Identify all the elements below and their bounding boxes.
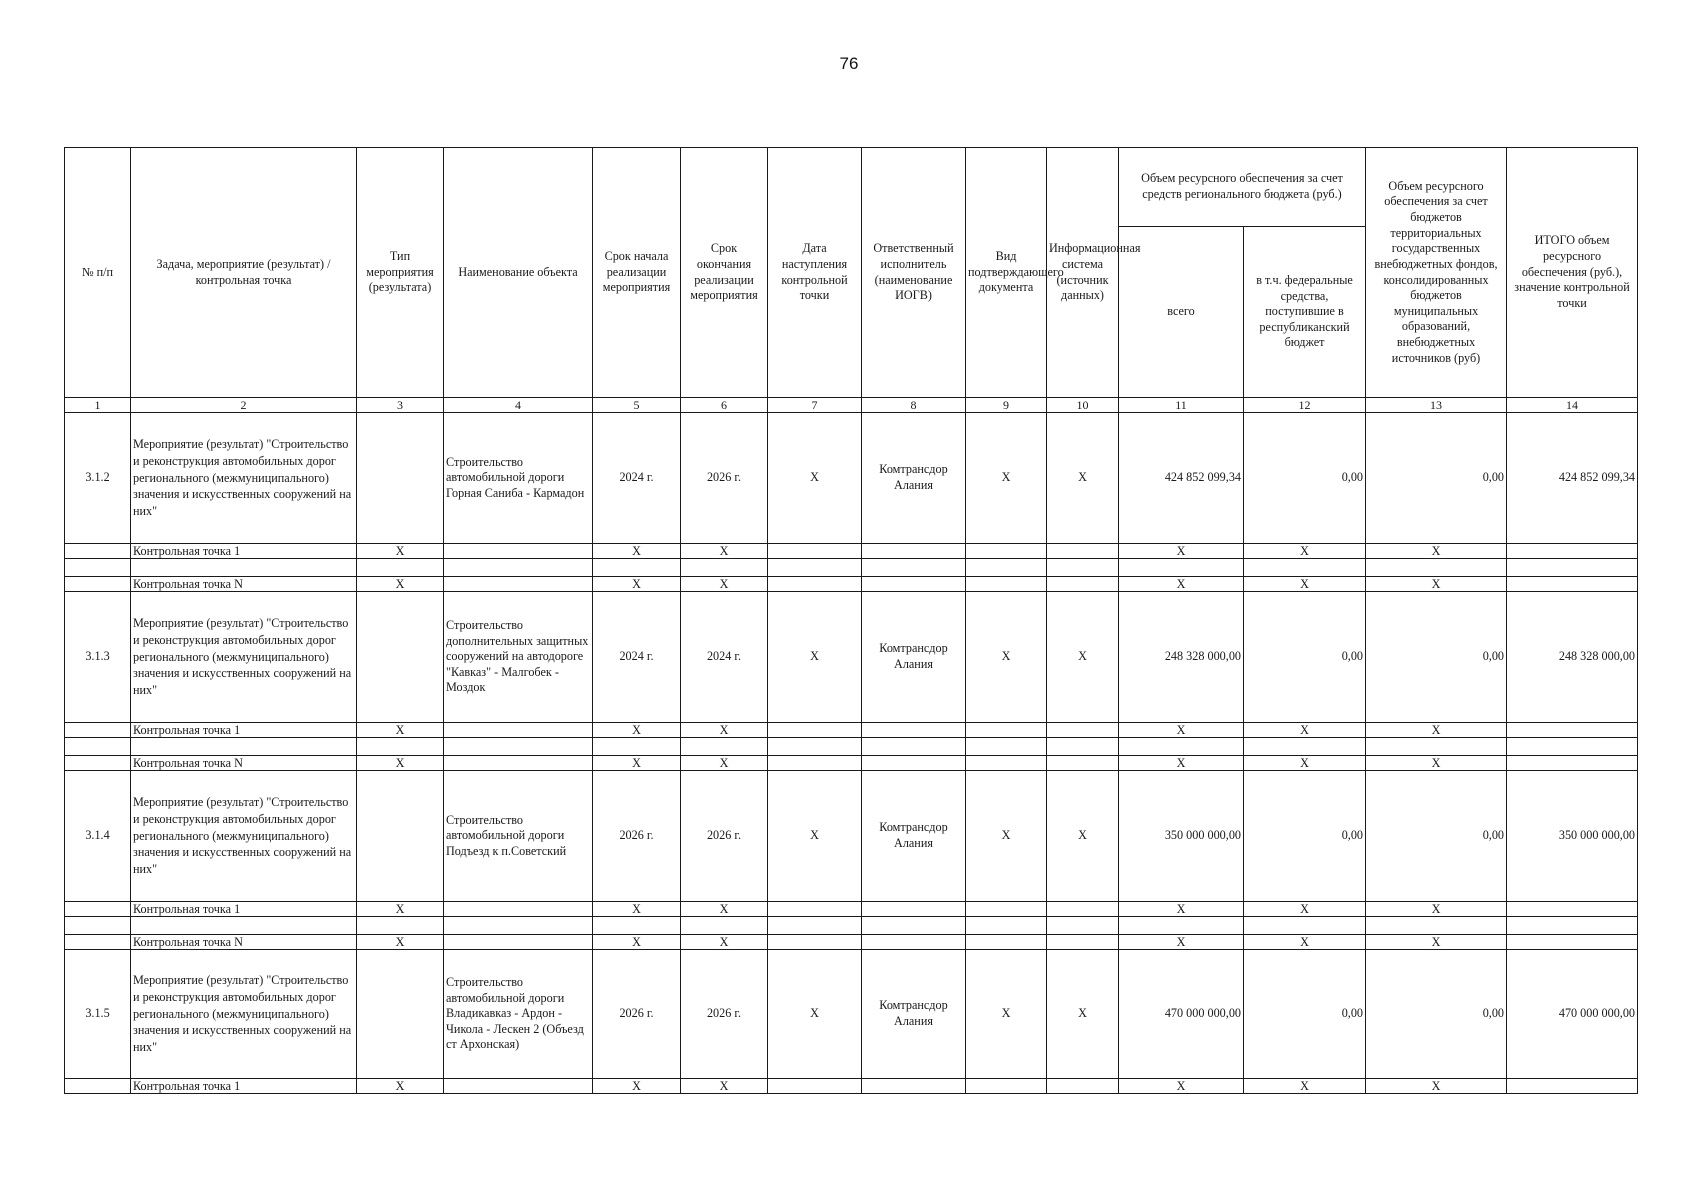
measure-total: 424 852 099,34 — [1119, 413, 1244, 544]
cp-mark: X — [1366, 544, 1507, 559]
measure-task: Мероприятие (результат) "Строительство и реконструкция автомобильных дорог регионального (межмуниципального) значения и искусственных сооружений на них" — [131, 950, 357, 1079]
cp-mark: X — [357, 577, 444, 592]
measure-itogo: 350 000 000,00 — [1507, 771, 1638, 902]
cp-mark: X — [1366, 577, 1507, 592]
col-number: 4 — [444, 398, 593, 413]
resource-table — [64, 147, 1638, 1094]
measure-system: X — [1047, 950, 1119, 1079]
measure-executor: Комтрансдор Алания — [862, 413, 966, 544]
header-itogo: ИТОГО объем ресурсного обеспечения (руб.), значение контрольной точки — [1507, 148, 1638, 398]
measure-executor: Комтрансдор Алания — [862, 771, 966, 902]
cp-mark: X — [1119, 1079, 1244, 1094]
cp-mark: X — [357, 723, 444, 738]
cp-mark: X — [1119, 544, 1244, 559]
measure-row — [65, 413, 1638, 544]
empty-row — [65, 917, 1638, 935]
measure-system: X — [1047, 771, 1119, 902]
cp-mark: X — [681, 577, 768, 592]
cp-mark: X — [1244, 723, 1366, 738]
measure-federal: 0,00 — [1244, 592, 1366, 723]
cp-mark: X — [681, 902, 768, 917]
cp-mark: X — [1244, 1079, 1366, 1094]
measure-other: 0,00 — [1366, 413, 1507, 544]
cp-mark: X — [357, 935, 444, 950]
measure-end: 2026 г. — [681, 950, 768, 1079]
measure-federal: 0,00 — [1244, 413, 1366, 544]
measure-system: X — [1047, 413, 1119, 544]
cp-mark: X — [681, 756, 768, 771]
control-point-label: Контрольная точка 1 — [131, 544, 357, 559]
measure-object: Строительство автомобильной дороги Горная Саниба - Кармадон — [444, 413, 593, 544]
cp-mark: X — [593, 723, 681, 738]
measure-date: X — [768, 413, 862, 544]
control-point-row — [65, 544, 1638, 559]
measure-type — [357, 771, 444, 902]
measure-start: 2024 г. — [593, 592, 681, 723]
control-point-row — [65, 756, 1638, 771]
empty-row — [65, 559, 1638, 577]
measure-object: Строительство автомобильной дороги Владикавказ - Ардон - Чикола - Лескен 2 (Объезд ст Архонская) — [444, 950, 593, 1079]
cp-mark: X — [1244, 935, 1366, 950]
cp-mark: X — [681, 723, 768, 738]
header-doc: Вид подтверждающего документа — [966, 148, 1047, 398]
cp-mark: X — [1366, 902, 1507, 917]
measure-doc: X — [966, 771, 1047, 902]
cp-mark: X — [357, 902, 444, 917]
col-number: 12 — [1244, 398, 1366, 413]
cp-mark: X — [1244, 577, 1366, 592]
measure-start: 2026 г. — [593, 950, 681, 1079]
header-task: Задача, мероприятие (результат) / контрольная точка — [131, 148, 357, 398]
control-point-label: Контрольная точка 1 — [131, 902, 357, 917]
measure-start: 2024 г. — [593, 413, 681, 544]
cp-mark: X — [593, 756, 681, 771]
control-point-label: Контрольная точка 1 — [131, 1079, 357, 1094]
cp-mark: X — [681, 935, 768, 950]
measure-executor: Комтрансдор Алания — [862, 592, 966, 723]
header-system: Информационная система (источник данных) — [1047, 148, 1119, 398]
measure-other: 0,00 — [1366, 771, 1507, 902]
measure-system: X — [1047, 592, 1119, 723]
measure-task: Мероприятие (результат) "Строительство и реконструкция автомобильных дорог регионального (межмуниципального) значения и искусственных сооружений на них" — [131, 771, 357, 902]
col-number: 14 — [1507, 398, 1638, 413]
cp-mark: X — [1119, 577, 1244, 592]
cp-mark: X — [1244, 544, 1366, 559]
measure-federal: 0,00 — [1244, 771, 1366, 902]
header-other-budgets: Объем ресурсного обеспечения за счет бюджетов территориальных государственных внебюджетных фондов, консолидированных бюджетов муниципальных образований, внебюджетных источников (руб) — [1366, 148, 1507, 398]
measure-itogo: 470 000 000,00 — [1507, 950, 1638, 1079]
measure-date: X — [768, 950, 862, 1079]
control-point-label: Контрольная точка N — [131, 756, 357, 771]
measure-end: 2024 г. — [681, 592, 768, 723]
measure-doc: X — [966, 592, 1047, 723]
measure-task: Мероприятие (результат) "Строительство и реконструкция автомобильных дорог регионального (межмуниципального) значения и искусственных сооружений на них" — [131, 413, 357, 544]
measure-federal: 0,00 — [1244, 950, 1366, 1079]
cp-mark: X — [593, 544, 681, 559]
table-body — [65, 413, 1638, 1094]
measure-end: 2026 г. — [681, 413, 768, 544]
cp-mark: X — [1366, 1079, 1507, 1094]
header-regional-group: Объем ресурсного обеспечения за счет средств регионального бюджета (руб.) — [1119, 148, 1366, 227]
cp-mark: X — [1119, 902, 1244, 917]
measure-row — [65, 592, 1638, 723]
page-number: 76 — [839, 54, 859, 73]
control-point-row — [65, 723, 1638, 738]
col-number: 7 — [768, 398, 862, 413]
measure-total: 350 000 000,00 — [1119, 771, 1244, 902]
control-point-row — [65, 935, 1638, 950]
cp-mark: X — [1244, 902, 1366, 917]
measure-row — [65, 950, 1638, 1079]
cp-mark: X — [357, 544, 444, 559]
col-number: 13 — [1366, 398, 1507, 413]
header-type: Тип мероприятия (результата) — [357, 148, 444, 398]
measure-total: 470 000 000,00 — [1119, 950, 1244, 1079]
measure-date: X — [768, 592, 862, 723]
control-point-row — [65, 1079, 1638, 1094]
header-object: Наименование объекта — [444, 148, 593, 398]
measure-task: Мероприятие (результат) "Строительство и реконструкция автомобильных дорог регионального (межмуниципального) значения и искусственных сооружений на них" — [131, 592, 357, 723]
measure-number: 3.1.4 — [65, 771, 131, 902]
measure-doc: X — [966, 950, 1047, 1079]
measure-number: 3.1.3 — [65, 592, 131, 723]
measure-type — [357, 413, 444, 544]
header-num: № п/п — [65, 148, 131, 398]
cp-mark: X — [357, 756, 444, 771]
measure-type — [357, 592, 444, 723]
measure-total: 248 328 000,00 — [1119, 592, 1244, 723]
header-start: Срок начала реализации мероприятия — [593, 148, 681, 398]
measure-itogo: 248 328 000,00 — [1507, 592, 1638, 723]
measure-number: 3.1.2 — [65, 413, 131, 544]
cp-mark: X — [1366, 723, 1507, 738]
column-number-row — [65, 398, 1638, 413]
header-federal: в т.ч. федеральные средства, поступившие в республиканский бюджет — [1244, 227, 1366, 398]
measure-date: X — [768, 771, 862, 902]
cp-mark: X — [1366, 756, 1507, 771]
header-end: Срок окончания реализации мероприятия — [681, 148, 768, 398]
header-total: всего — [1119, 227, 1244, 398]
measure-end: 2026 г. — [681, 771, 768, 902]
measure-number: 3.1.5 — [65, 950, 131, 1079]
cp-mark: X — [1119, 723, 1244, 738]
col-number: 10 — [1047, 398, 1119, 413]
col-number: 5 — [593, 398, 681, 413]
measure-other: 0,00 — [1366, 950, 1507, 1079]
measure-itogo: 424 852 099,34 — [1507, 413, 1638, 544]
cp-mark: X — [1244, 756, 1366, 771]
cp-mark: X — [681, 1079, 768, 1094]
cp-mark: X — [357, 1079, 444, 1094]
cp-mark: X — [1119, 935, 1244, 950]
empty-row — [65, 738, 1638, 756]
measure-other: 0,00 — [1366, 592, 1507, 723]
measure-row — [65, 771, 1638, 902]
cp-mark: X — [593, 1079, 681, 1094]
control-point-label: Контрольная точка N — [131, 935, 357, 950]
measure-type — [357, 950, 444, 1079]
col-number: 1 — [65, 398, 131, 413]
measure-start: 2026 г. — [593, 771, 681, 902]
col-number: 8 — [862, 398, 966, 413]
measure-object: Строительство дополнительных защитных сооружений на автодороге "Кавказ" - Малгобек - Моздок — [444, 592, 593, 723]
control-point-row — [65, 902, 1638, 917]
measure-executor: Комтрансдор Алания — [862, 950, 966, 1079]
cp-mark: X — [1366, 935, 1507, 950]
measure-doc: X — [966, 413, 1047, 544]
control-point-label: Контрольная точка 1 — [131, 723, 357, 738]
cp-mark: X — [593, 935, 681, 950]
header-date: Дата наступления контрольной точки — [768, 148, 862, 398]
measure-object: Строительство автомобильной дороги Подъезд к п.Советский — [444, 771, 593, 902]
table-header — [65, 148, 1638, 413]
col-number: 3 — [357, 398, 444, 413]
col-number: 11 — [1119, 398, 1244, 413]
control-point-label: Контрольная точка N — [131, 577, 357, 592]
cp-mark: X — [593, 902, 681, 917]
control-point-row — [65, 577, 1638, 592]
col-number: 9 — [966, 398, 1047, 413]
cp-mark: X — [1119, 756, 1244, 771]
col-number: 2 — [131, 398, 357, 413]
cp-mark: X — [681, 544, 768, 559]
header-executor: Ответственный исполнитель (наименование ИОГВ) — [862, 148, 966, 398]
cp-mark: X — [593, 577, 681, 592]
col-number: 6 — [681, 398, 768, 413]
